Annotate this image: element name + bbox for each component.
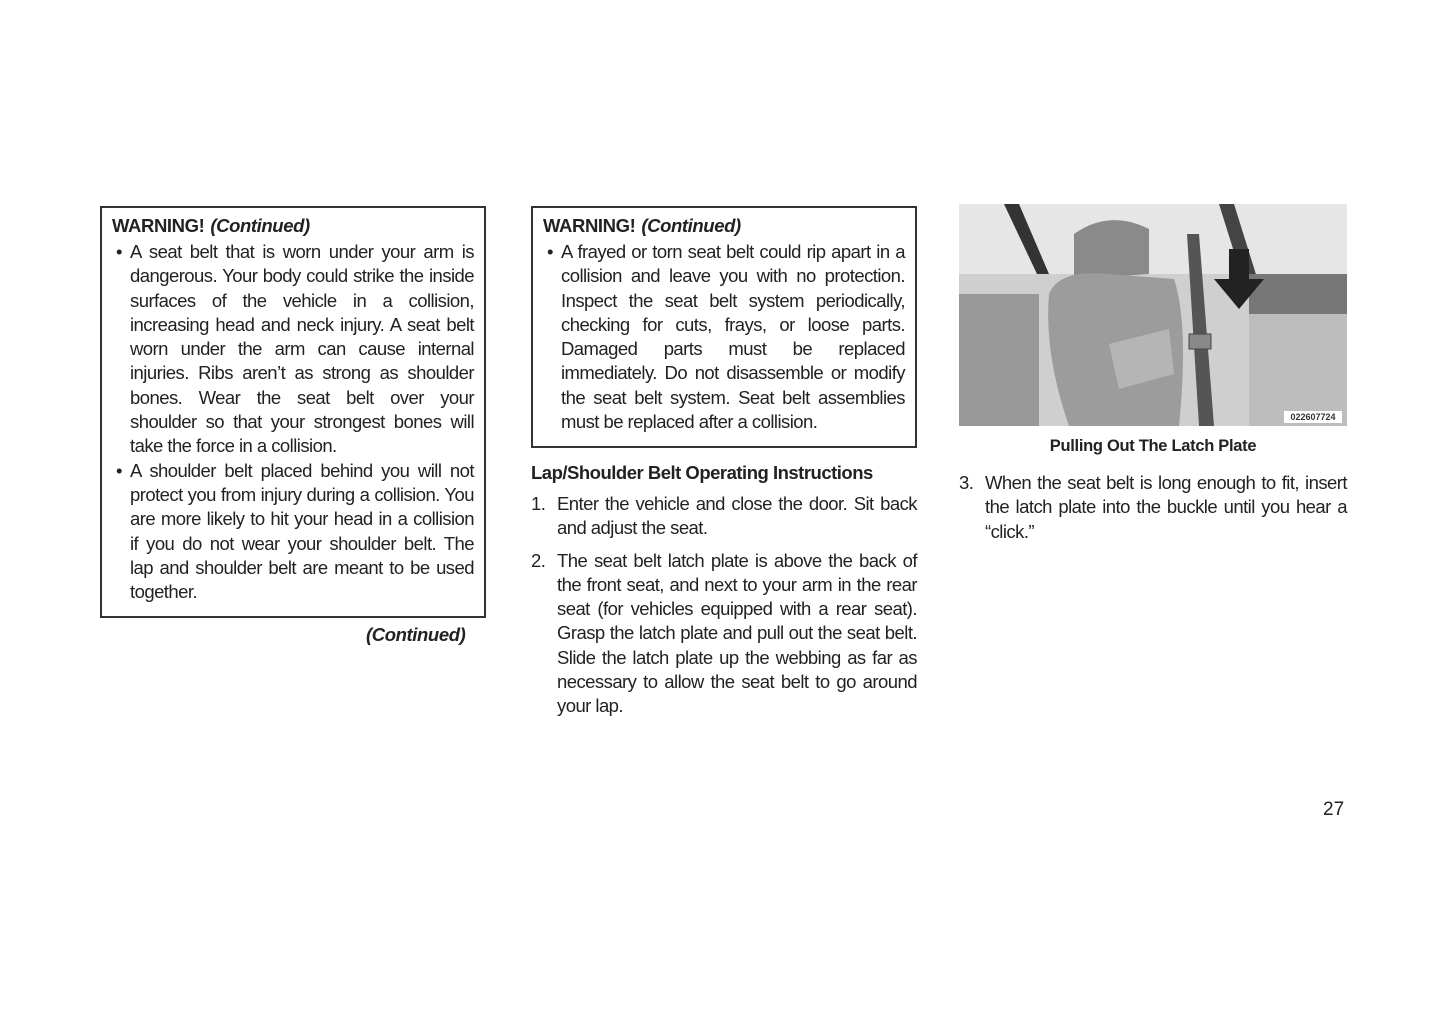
continued-label: (Continued): [366, 624, 466, 645]
step-item: 2. The seat belt latch plate is above the back of the front seat, and next to your arm in the rear seat (for vehicles equipped with a rear seat). Grasp the latch plate and pull out the seat belt. Slide the latch plate up the webbing as far as necessary to allow the seat belt to go around your lap.: [531, 549, 917, 717]
warning-box-left: [100, 206, 486, 618]
step-item: 1. Enter the vehicle and close the door. Sit back and adjust the seat.: [531, 493, 917, 539]
warning-bullet: • A seat belt that is worn under your arm is dangerous. Your body could strike the inside surfaces of the vehicle in a collision, increasing head and neck injury. A seat belt worn under the arm can cause internal injuries. Ribs aren’t as strong as shoulder bones. Wear the seat belt over your shoulder so that your strongest bones will take the force in a collision.: [116, 241, 474, 457]
page-number: 27: [1323, 799, 1345, 820]
figure-code: 022607724: [1290, 412, 1336, 422]
instruction-steps: [531, 492, 917, 727]
seat-belt-illustration: [959, 204, 1347, 426]
step-item: 3. When the seat belt is long enough to fit, insert the latch plate into the buckle until you hear a “click.”: [959, 472, 1347, 542]
warning-title: WARNING! (Continued): [543, 215, 741, 236]
warning-bullet: • A shoulder belt placed behind you will not protect you from injury during a collision. You are more likely to hit your head in a collision if you do not wear your shoulder belt. The lap and shoulder belt are meant to be used together.: [116, 459, 474, 603]
section-heading: Lap/Shoulder Belt Operating Instructions: [531, 462, 873, 483]
figure-caption: Pulling Out The Latch Plate: [1049, 437, 1257, 455]
warning-bullet: • A frayed or torn seat belt could rip apart in a collision and leave you with no protection. Inspect the seat belt system periodically, checking for cuts, frays, or loose parts. Damaged parts must be replaced immediately. Do not disassemble or modify the seat belt system. Seat belt assemblies must be replaced after a collision.: [547, 241, 905, 433]
warning-box-middle: [531, 206, 917, 448]
latch-plate-figure: [959, 204, 1347, 426]
instruction-steps-continued: [959, 471, 1347, 552]
warning-title: WARNING! (Continued): [112, 215, 310, 236]
